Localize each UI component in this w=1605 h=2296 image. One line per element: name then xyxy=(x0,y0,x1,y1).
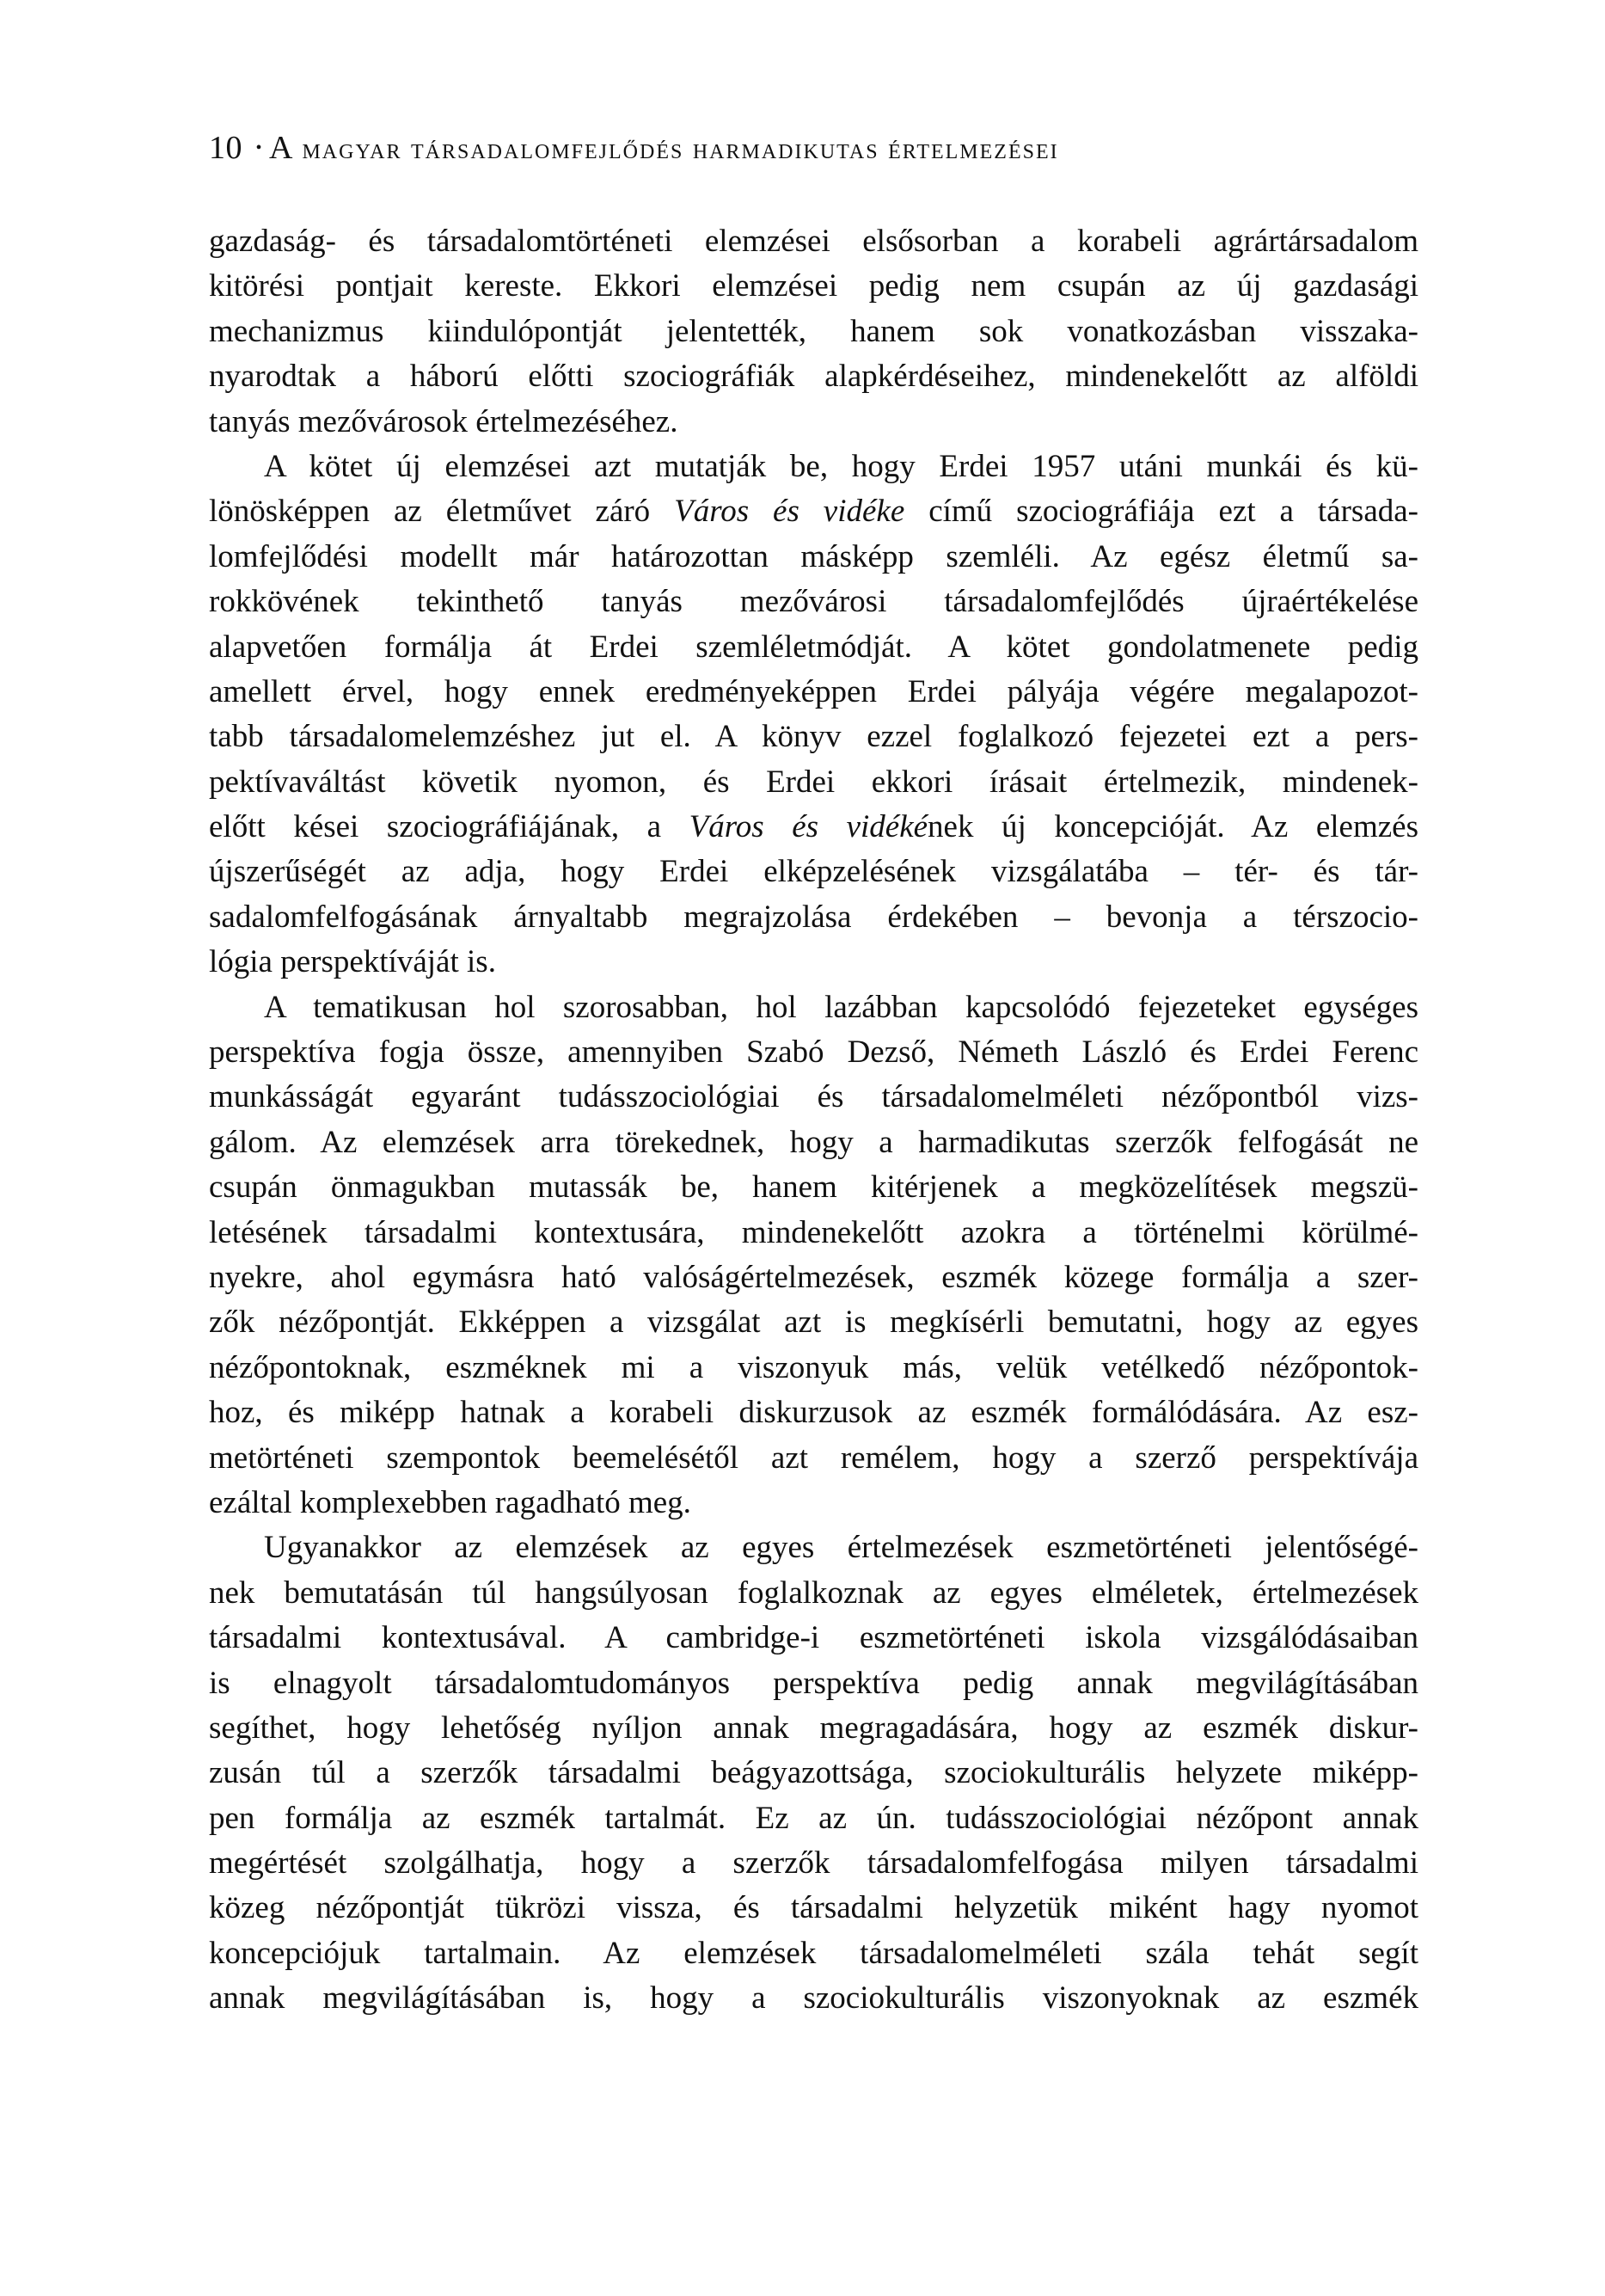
text-line: hoz, és miképp hatnak a korabeli diskurzusok az eszmék formálódására. Az esz- xyxy=(209,1395,1418,1431)
text-line: mechanizmus kiindulópontját jelentették, hanem sok vonatkozásban visszaka- xyxy=(209,313,1418,349)
paragraph xyxy=(209,1526,1418,2021)
text-line: nek bemutatásán túl hangsúlyosan foglalkoznak az egyes elméletek, értelmezések xyxy=(209,1575,1418,1611)
text-line: újszerűségét az adja, hogy Erdei elképzelésének vizsgálatába – tér- és tár- xyxy=(209,854,1418,890)
text-line: perspektíva fogja össze, amennyiben Szabó Dezső, Németh László és Erdei Ferenc xyxy=(209,1034,1418,1071)
text-line: lomfejlődési modellt már határozottan másképp szemléli. Az egész életmű sa- xyxy=(209,538,1418,574)
text-line: A tematikusan hol szorosabban, hol lazábban kapcsolódó fejezeteket egységes xyxy=(264,989,1418,1025)
text-line: munkásságát egyaránt tudásszociológiai és társadalomelméleti nézőpontból vizs- xyxy=(209,1079,1418,1115)
paragraph xyxy=(209,219,1418,445)
text-line: letésének társadalmi kontextusára, mindenekelőtt azokra a történelmi körülmé- xyxy=(209,1214,1418,1250)
text-line: tabb társadalomelemzéshez jut el. A könyv ezzel foglalkozó fejezetei ezt a pers- xyxy=(209,719,1418,755)
text-line: zusán túl a szerzők társadalmi beágyazottsága, szociokulturális helyzete miképp- xyxy=(209,1755,1418,1791)
page-number: 10 xyxy=(209,130,242,166)
text-line: Ugyanakkor az elemzések az egyes értelmezések eszmetörténeti jelentőségé- xyxy=(264,1530,1418,1566)
text-line: közeg nézőpontját tükrözi vissza, és társadalmi helyzetük miként hagy nyomot xyxy=(209,1890,1418,1926)
text-line: pektívaváltást követik nyomon, és Erdei ekkori írásait értelmezik, mindenek- xyxy=(209,764,1418,800)
text-line: társadalmi kontextusával. A cambridge-i eszmetörténeti iskola vizsgálódásaiban xyxy=(209,1620,1418,1656)
paragraph xyxy=(209,985,1418,1526)
chapter-title-initial: A xyxy=(269,130,293,166)
text-line: amellett érvel, hogy ennek eredményeképpen Erdei pályája végére megalapozot- xyxy=(209,673,1418,709)
text-line: segíthet, hogy lehetőség nyíljon annak megragadására, hogy az eszmék diskur- xyxy=(209,1710,1418,1746)
text-line: gálom. Az elemzések arra törekednek, hogy a harmadikutas szerzők felfogását ne xyxy=(209,1124,1418,1160)
book-title-italic: Város és vidéke xyxy=(674,494,905,530)
running-head xyxy=(209,129,1412,169)
text-line: megértését szolgálhatja, hogy a szerzők társadalomfelfogása milyen társadalmi xyxy=(209,1845,1418,1882)
text-line: kitörési pontjait kereste. Ekkori elemzései pedig nem csupán az új gazdasági xyxy=(209,268,1418,304)
text-line: nézőpontoknak, eszméknek mi a viszonyuk más, velük vetélkedő nézőpontok- xyxy=(209,1349,1418,1385)
text-line: csupán önmagukban mutassák be, hanem kitérjenek a megközelítések megszü- xyxy=(209,1169,1418,1206)
text-line: nyekre, ahol egymásra ható valóságértelmezések, eszmék közege formálja a szer- xyxy=(209,1259,1418,1295)
text-line: alapvetően formálja át Erdei szemléletmódját. A kötet gondolatmenete pedig xyxy=(209,629,1418,665)
text-line: sadalomfelfogásának árnyaltabb megrajzolása érdekében – bevonja a térszocio- xyxy=(209,899,1418,935)
text-line: nyarodtak a háború előtti szociográfiák alapkérdéseihez, mindenekelőtt az alföldi xyxy=(209,359,1418,395)
text-line: rokkövének tekinthető tanyás mezővárosi társadalomfejlődés újraértékelése xyxy=(209,584,1418,620)
book-title-italic: Város és vidéké xyxy=(689,809,928,845)
chapter-title: magyar társadalomfejlődés harmadikutas értelmezései xyxy=(292,133,1059,165)
text-line: lönösképpen az életművet záró Város és vidéke című szociográfiája ezt a társada- xyxy=(209,494,1418,530)
text-line: metörténeti szempontok beemelésétől azt remélem, hogy a szerző perspektívája xyxy=(209,1440,1418,1476)
text-line: is elnagyolt társadalomtudományos perspektíva pedig annak megvilágításában xyxy=(209,1665,1418,1701)
text-line: ezáltal komplexebben ragadható meg. xyxy=(209,1484,691,1520)
text-line: zők nézőpontját. Ekképpen a vizsgálat azt is megkísérli bemutatni, hogy az egyes xyxy=(209,1305,1418,1341)
text-line: A kötet új elemzései azt mutatják be, hogy Erdei 1957 utáni munkái és kü- xyxy=(264,448,1418,484)
text-line: annak megvilágításában is, hogy a szociokulturális viszonyoknak az eszmék xyxy=(209,1980,1418,2017)
text-line: koncepciójuk tartalmain. Az elemzések társadalomelméleti szála tehát segít xyxy=(209,1935,1418,1971)
text-line: előtt kései szociográfiájának, a Város és vidékének új koncepcióját. Az elemzés xyxy=(209,809,1419,845)
body-text xyxy=(209,219,1418,2022)
text-line: tanyás mezővárosok értelmezéséhez. xyxy=(209,403,678,439)
text-line: gazdaság- és társadalomtörténeti elemzései elsősorban a korabeli agrártársadalom xyxy=(209,224,1418,259)
text-line: pen formálja az eszmék tartalmát. Ez az ún. tudásszociológiai nézőpont annak xyxy=(209,1800,1418,1836)
diamond-separator-icon: • xyxy=(255,138,263,157)
text-line: lógia perspektíváját is. xyxy=(209,944,496,980)
paragraph xyxy=(209,445,1418,985)
